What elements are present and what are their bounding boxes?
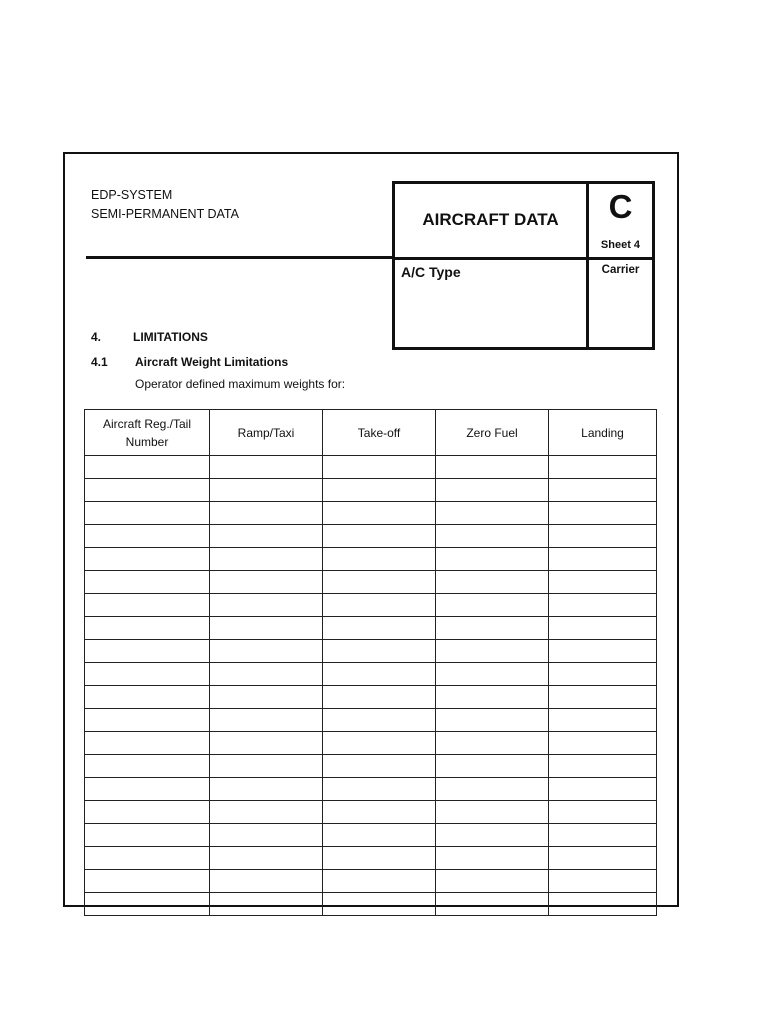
table-cell[interactable] [323,824,436,847]
table-cell[interactable] [210,456,323,479]
table-cell[interactable] [210,755,323,778]
table-cell[interactable] [210,893,323,916]
table-cell[interactable] [549,732,657,755]
table-cell[interactable] [210,686,323,709]
table-cell[interactable] [210,479,323,502]
table-cell[interactable] [436,732,549,755]
table-cell[interactable] [323,778,436,801]
table-cell[interactable] [436,617,549,640]
table-cell[interactable] [549,709,657,732]
table-cell[interactable] [210,525,323,548]
table-row [85,893,657,916]
table-cell[interactable] [210,617,323,640]
table-cell[interactable] [85,847,210,870]
table-cell[interactable] [549,824,657,847]
table-cell[interactable] [85,686,210,709]
table-cell[interactable] [323,640,436,663]
table-cell[interactable] [549,548,657,571]
table-cell[interactable] [85,594,210,617]
table-cell[interactable] [323,548,436,571]
table-row [85,824,657,847]
section-title: LIMITATIONS [133,330,208,344]
table-cell[interactable] [549,870,657,893]
table-cell[interactable] [549,525,657,548]
table-cell[interactable] [210,824,323,847]
table-row [85,640,657,663]
table-cell[interactable] [85,755,210,778]
table-cell[interactable] [323,502,436,525]
column-header-landing: Landing [549,410,657,456]
table-row [85,755,657,778]
table-cell[interactable] [210,709,323,732]
table-cell[interactable] [436,663,549,686]
column-header-reg: Aircraft Reg./Tail Number [85,410,210,456]
table-cell[interactable] [549,755,657,778]
ac-type-label: A/C Type [401,264,461,280]
table-cell[interactable] [210,801,323,824]
table-cell[interactable] [85,502,210,525]
table-cell[interactable] [323,870,436,893]
table-row [85,663,657,686]
table-cell[interactable] [436,778,549,801]
table-cell[interactable] [436,479,549,502]
table-cell[interactable] [85,778,210,801]
table-row [85,594,657,617]
table-row [85,778,657,801]
weight-limitations-table [84,409,657,916]
table-cell[interactable] [210,732,323,755]
table-cell[interactable] [210,778,323,801]
table-cell[interactable] [323,594,436,617]
table-cell[interactable] [436,502,549,525]
system-name: EDP-SYSTEM [91,188,173,202]
carrier-label: Carrier [601,264,640,276]
table-cell[interactable] [549,456,657,479]
table-cell[interactable] [323,847,436,870]
table-cell[interactable] [210,640,323,663]
table-cell[interactable] [549,640,657,663]
table-cell[interactable] [436,594,549,617]
table-cell[interactable] [549,479,657,502]
table-row [85,801,657,824]
title-box [392,181,655,350]
sheet-number: Sheet 4 [600,239,641,251]
table-cell[interactable] [323,801,436,824]
table-cell[interactable] [323,893,436,916]
table-cell[interactable] [210,571,323,594]
intro-text: Operator defined maximum weights for: [135,377,346,391]
table-row [85,456,657,479]
table-cell[interactable] [323,663,436,686]
document-title: AIRCRAFT DATA [422,210,559,229]
table-row [85,847,657,870]
table-cell[interactable] [436,870,549,893]
table-cell[interactable] [436,709,549,732]
table-cell[interactable] [323,479,436,502]
table-row [85,525,657,548]
title-box-horizontal-divider [395,257,652,260]
table-cell[interactable] [436,801,549,824]
table-row [85,479,657,502]
table-cell[interactable] [85,893,210,916]
data-type: SEMI-PERMANENT DATA [91,207,239,221]
table-cell[interactable] [85,479,210,502]
column-header-take-off: Take-off [323,410,436,456]
table-cell[interactable] [323,571,436,594]
table-cell[interactable] [436,456,549,479]
table-cell[interactable] [436,686,549,709]
table-cell[interactable] [436,847,549,870]
table-cell[interactable] [210,594,323,617]
table-cell[interactable] [210,502,323,525]
table-cell[interactable] [85,525,210,548]
table-cell[interactable] [436,525,549,548]
table-row [85,548,657,571]
table-row [85,686,657,709]
table-cell[interactable] [210,663,323,686]
table-cell[interactable] [549,778,657,801]
table-cell[interactable] [85,663,210,686]
table-header-row [85,410,657,456]
table-cell[interactable] [210,847,323,870]
table-cell[interactable] [549,801,657,824]
table-cell[interactable] [323,755,436,778]
table-cell[interactable] [436,640,549,663]
table-cell[interactable] [85,456,210,479]
table-row [85,617,657,640]
table-cell[interactable] [549,594,657,617]
table-row [85,502,657,525]
table-cell[interactable] [85,732,210,755]
table-cell[interactable] [549,571,657,594]
header-divider [86,256,394,259]
form-letter: C [608,188,633,225]
table-row [85,732,657,755]
table-row [85,709,657,732]
table-cell[interactable] [85,640,210,663]
table-cell[interactable] [549,847,657,870]
system-header [91,186,239,224]
table-row [85,571,657,594]
table-cell[interactable] [85,824,210,847]
table-cell[interactable] [549,893,657,916]
column-header-zero-fuel: Zero Fuel [436,410,549,456]
table-cell[interactable] [85,709,210,732]
section-number: 4. [91,330,102,344]
table-cell[interactable] [436,824,549,847]
table-cell[interactable] [85,571,210,594]
table-body [85,456,657,916]
table-cell[interactable] [323,732,436,755]
table-cell[interactable] [549,502,657,525]
table-cell[interactable] [210,870,323,893]
table-cell[interactable] [436,548,549,571]
table-cell[interactable] [210,548,323,571]
subsection-number: 4.1 [91,355,108,369]
table-cell[interactable] [549,686,657,709]
table-cell[interactable] [549,617,657,640]
subsection-title: Aircraft Weight Limitations [135,355,289,369]
table-cell[interactable] [436,571,549,594]
table-cell[interactable] [323,456,436,479]
table-cell[interactable] [85,870,210,893]
table-cell[interactable] [85,548,210,571]
table-cell[interactable] [436,755,549,778]
table-cell[interactable] [323,686,436,709]
column-header-ramp-taxi: Ramp/Taxi [210,410,323,456]
table-cell[interactable] [85,617,210,640]
table-cell[interactable] [85,801,210,824]
table-cell[interactable] [549,663,657,686]
table-cell[interactable] [323,525,436,548]
table-cell[interactable] [436,893,549,916]
table-row [85,870,657,893]
table-cell[interactable] [323,617,436,640]
table-cell[interactable] [323,709,436,732]
